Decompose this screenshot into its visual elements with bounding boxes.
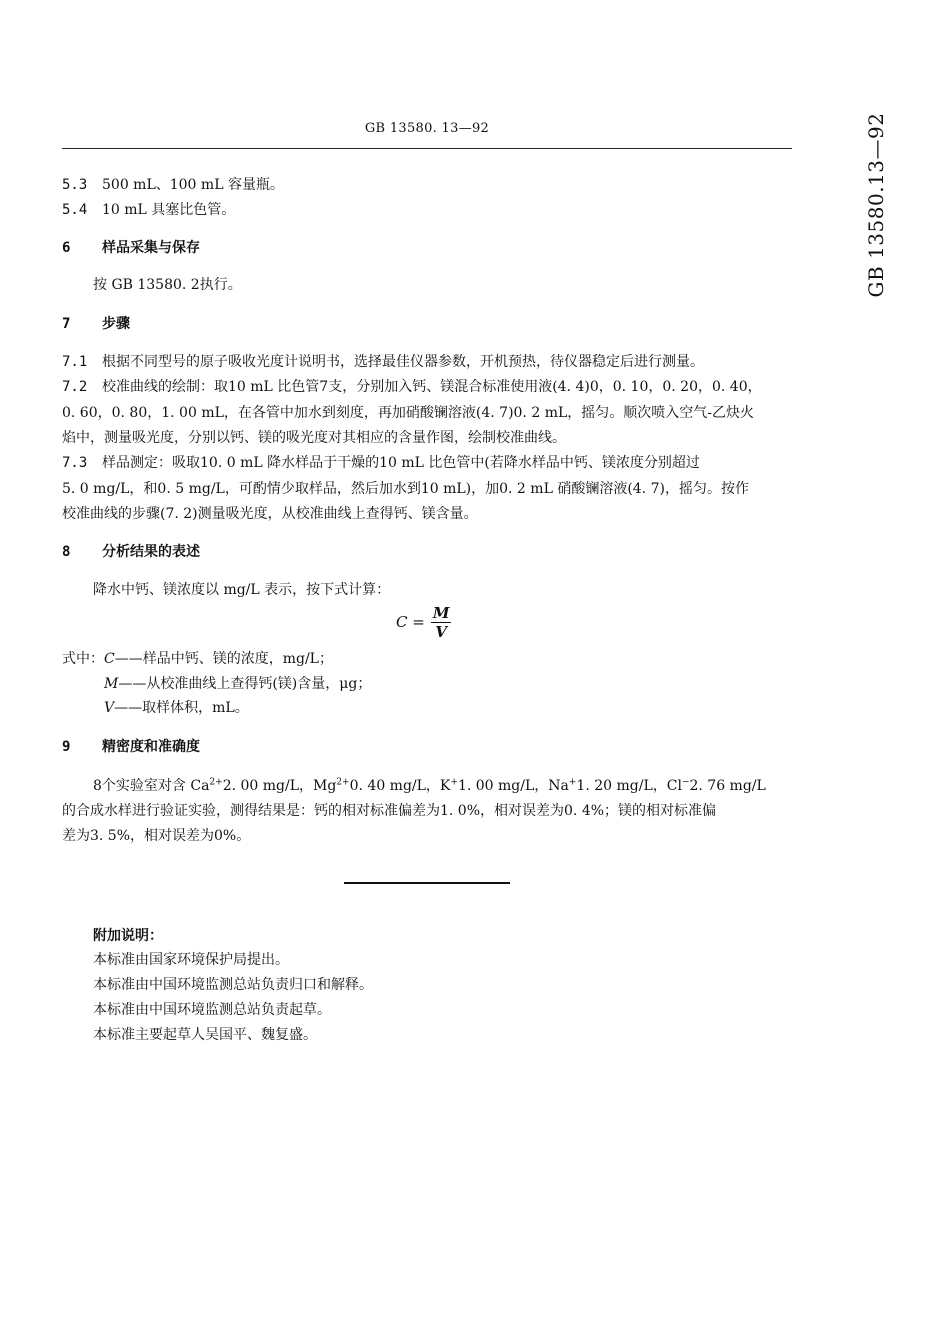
paragraph-7-3-line-3: 校准曲线的步骤(7. 2)测量吸光度，从校准曲线上查得钙、镁含量。 bbox=[62, 506, 478, 522]
paragraph-7-2-line-1: 7.2 校准曲线的绘制：取10 mL 比色管7支，分别加入钙、镁混合标准使用液(4. 4)0，0. 10，0. 20，0. 40， bbox=[62, 379, 762, 395]
paragraph-7-2-line-3: 焰中，测量吸光度，分别以钙、镁的吸光度对其相应的含量作图，绘制校准曲线。 bbox=[62, 430, 566, 446]
paragraph-7-2-line-2: 0. 60，0. 80，1. 00 mL，在各管中加水到刻度，再加硝酸镧溶液(4. 7)0. 2 mL，摇匀。顺次喷入空气-乙炔火 bbox=[62, 405, 754, 421]
item-5-3: 5.3 500 mL、100 mL 容量瓶。 bbox=[62, 177, 284, 193]
paragraph-7-1: 7.1 根据不同型号的原子吸收光度计说明书，选择最佳仪器参数，开机预热，待仪器稳定后进行测量。 bbox=[62, 354, 704, 370]
section-9-line-3: 差为3. 5%，相对误差为0%。 bbox=[62, 828, 251, 844]
section-8-heading: 8 分析结果的表述 bbox=[62, 544, 200, 560]
definition-v: V——取样体积，mL。 bbox=[104, 700, 249, 716]
notes-line: 本标准由国家环境保护局提出。 bbox=[93, 952, 289, 968]
side-standard-code: GB 13580.13—92 bbox=[864, 112, 888, 298]
notes-title: 附加说明： bbox=[93, 928, 163, 944]
definition-c: 式中：C——样品中钙、镁的浓度，mg/L； bbox=[62, 651, 333, 667]
section-9-line-2: 的合成水样进行验证实验，测得结果是：钙的相对标准偏差为1. 0%，相对误差为0. 4%；镁的相对标准偏 bbox=[62, 803, 717, 819]
section-9-line-1: 8个实验室对含 $Ca^{2+}2$. 00 mg/L，$Mg^{2+}0$. 40 mg/L，K+1. 00 mg/L，Na+1. 20 mg/L，Cl−2. 76 mg/L bbox=[93, 777, 766, 794]
section-6-body: 按 GB 13580. 2执行。 bbox=[93, 277, 242, 293]
notes-line: 本标准由中国环境监测总站负责归口和解释。 bbox=[93, 977, 373, 993]
definition-m: M——从校准曲线上查得钙(镁)含量，μg； bbox=[104, 676, 372, 692]
formula-lhs: C = bbox=[396, 613, 425, 631]
formula-fraction bbox=[431, 604, 452, 641]
paragraph-7-3-line-1: 7.3 样品测定：吸取10. 0 mL 降水样品于干燥的10 mL 比色管中(若降水样品中钙、镁浓度分别超过 bbox=[62, 455, 700, 471]
section-9-heading: 9 精密度和准确度 bbox=[62, 739, 200, 755]
section-6-heading: 6 样品采集与保存 bbox=[62, 240, 200, 256]
notes-line: 本标准主要起草人吴国平、魏复盛。 bbox=[93, 1027, 317, 1043]
paragraph-7-3-line-2: 5. 0 mg/L，和0. 5 mg/L，可酌情少取样品，然后加水到10 mL)，加0. 2 mL 硝酸镧溶液(4. 7)，摇匀。按作 bbox=[62, 481, 749, 497]
page-header: GB 13580. 13—92 bbox=[364, 121, 490, 136]
header-divider bbox=[62, 148, 792, 149]
item-5-4: 5.4 10 mL 具塞比色管。 bbox=[62, 202, 236, 218]
end-divider bbox=[344, 882, 510, 884]
formula bbox=[396, 602, 451, 642]
formula-denominator: V bbox=[435, 622, 447, 641]
formula-numerator: M bbox=[432, 603, 450, 622]
notes-line: 本标准由中国环境监测总站负责起草。 bbox=[93, 1002, 331, 1018]
section-8-intro: 降水中钙、镁浓度以 mg/L 表示，按下式计算： bbox=[93, 582, 391, 598]
section-7-heading: 7 步骤 bbox=[62, 316, 130, 332]
